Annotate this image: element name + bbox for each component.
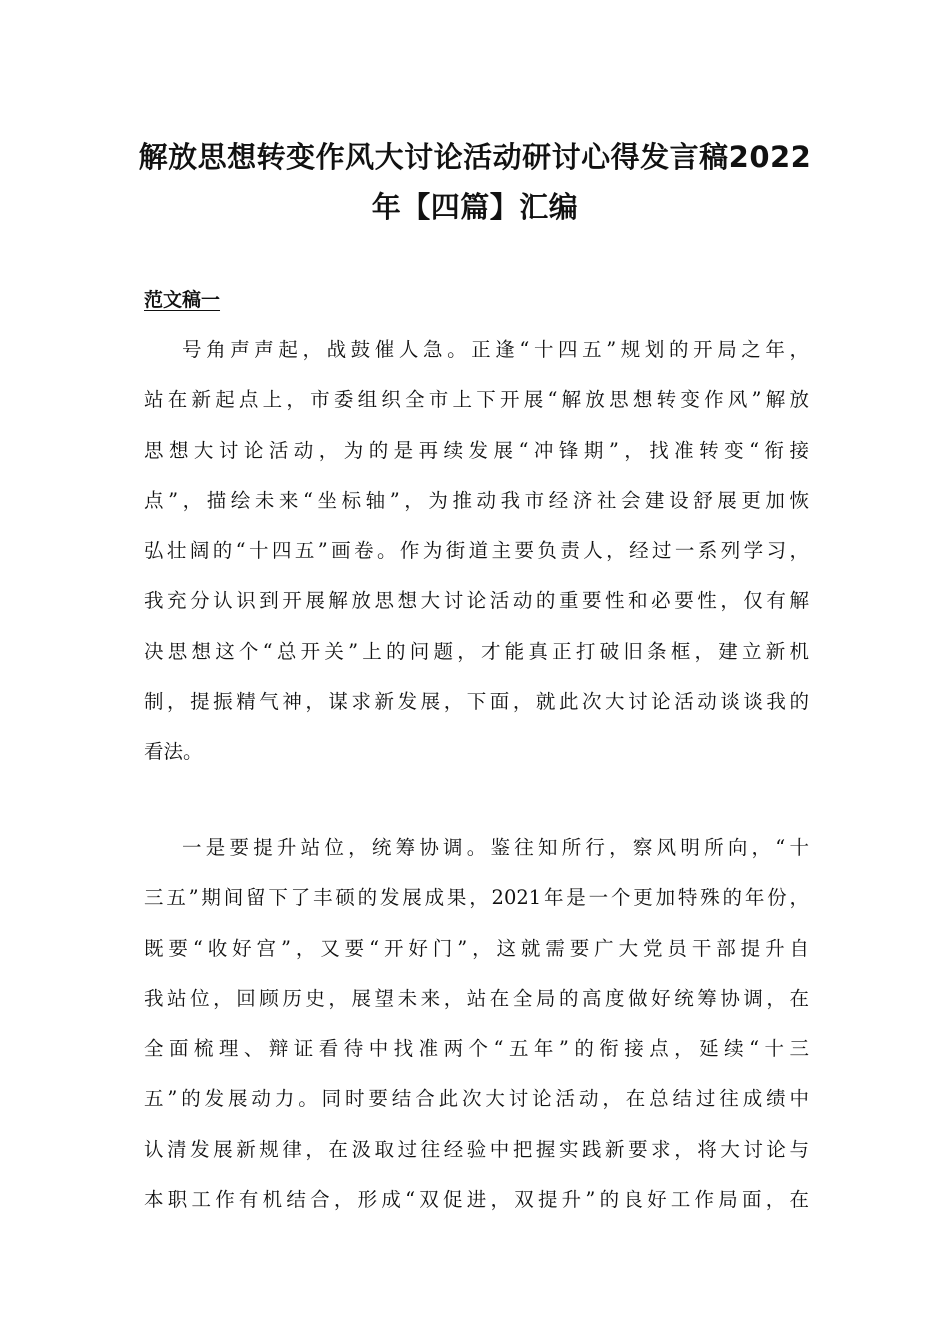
- paragraph-1: [144, 325, 809, 778]
- paragraph-line: 点”，描绘未来“坐标轴”，为推动我市经济社会建设舒展更加恢: [144, 488, 809, 512]
- title-line-1: 解放思想转变作风大讨论活动研讨心得发言稿2022: [138, 140, 812, 174]
- paragraph-line: 五”的发展动力。同时要结合此次大讨论活动，在总结过往成绩中: [144, 1087, 809, 1111]
- paragraph-line: 我站位，回顾历史，展望未来，站在全局的高度做好统筹协调，在: [144, 986, 809, 1010]
- section-heading: 范文稿一: [144, 289, 221, 311]
- paragraph-line: 弘壮阔的“十四五”画卷。作为街道主要负责人，经过一系列学习，: [144, 539, 809, 563]
- paragraph-line: 三五”期间留下了丰硕的发展成果，2021年是一个更加特殊的年份，: [144, 886, 809, 910]
- paragraph-line: 我充分认识到开展解放思想大讨论活动的重要性和必要性，仅有解: [144, 589, 809, 613]
- paragraph-line: 号角声声起，战鼓催人急。正逢“十四五”规划的开局之年，: [182, 338, 809, 361]
- title-line-2: 年【四篇】汇编: [371, 190, 579, 224]
- paragraph-line: 本职工作有机结合，形成“双促进，双提升”的良好工作局面，在: [144, 1188, 809, 1212]
- paragraph-line: 全面梳理、辩证看待中找准两个“五年”的衔接点，延续“十三: [144, 1037, 809, 1061]
- paragraph-line: 思想大讨论活动，为的是再续发展“冲锋期”，找准转变“衔接: [144, 438, 809, 462]
- paragraph-line: 站在新起点上，市委组织全市上下开展“解放思想转变作风”解放: [144, 388, 809, 412]
- paragraph-line: 认清发展新规律，在汲取过往经验中把握实践新要求，将大讨论与: [144, 1137, 809, 1161]
- paragraph-2: [144, 823, 809, 1225]
- paragraph-line: 既要“收好宫”，又要“开好门”，这就需要广大党员干部提升自: [144, 936, 809, 960]
- paragraph-line: 制，提振精气神，谋求新发展，下面，就此次大讨论活动谈谈我的: [144, 690, 809, 714]
- paragraph-line: 决思想这个“总开关”上的问题，才能真正打破旧条框，建立新机: [144, 639, 809, 663]
- document-title: [120, 132, 830, 232]
- paragraph-line: 一是要提升站位，统筹协调。鉴往知所行，察风明所向，“十: [182, 836, 809, 859]
- paragraph-line: 看法。: [144, 740, 203, 764]
